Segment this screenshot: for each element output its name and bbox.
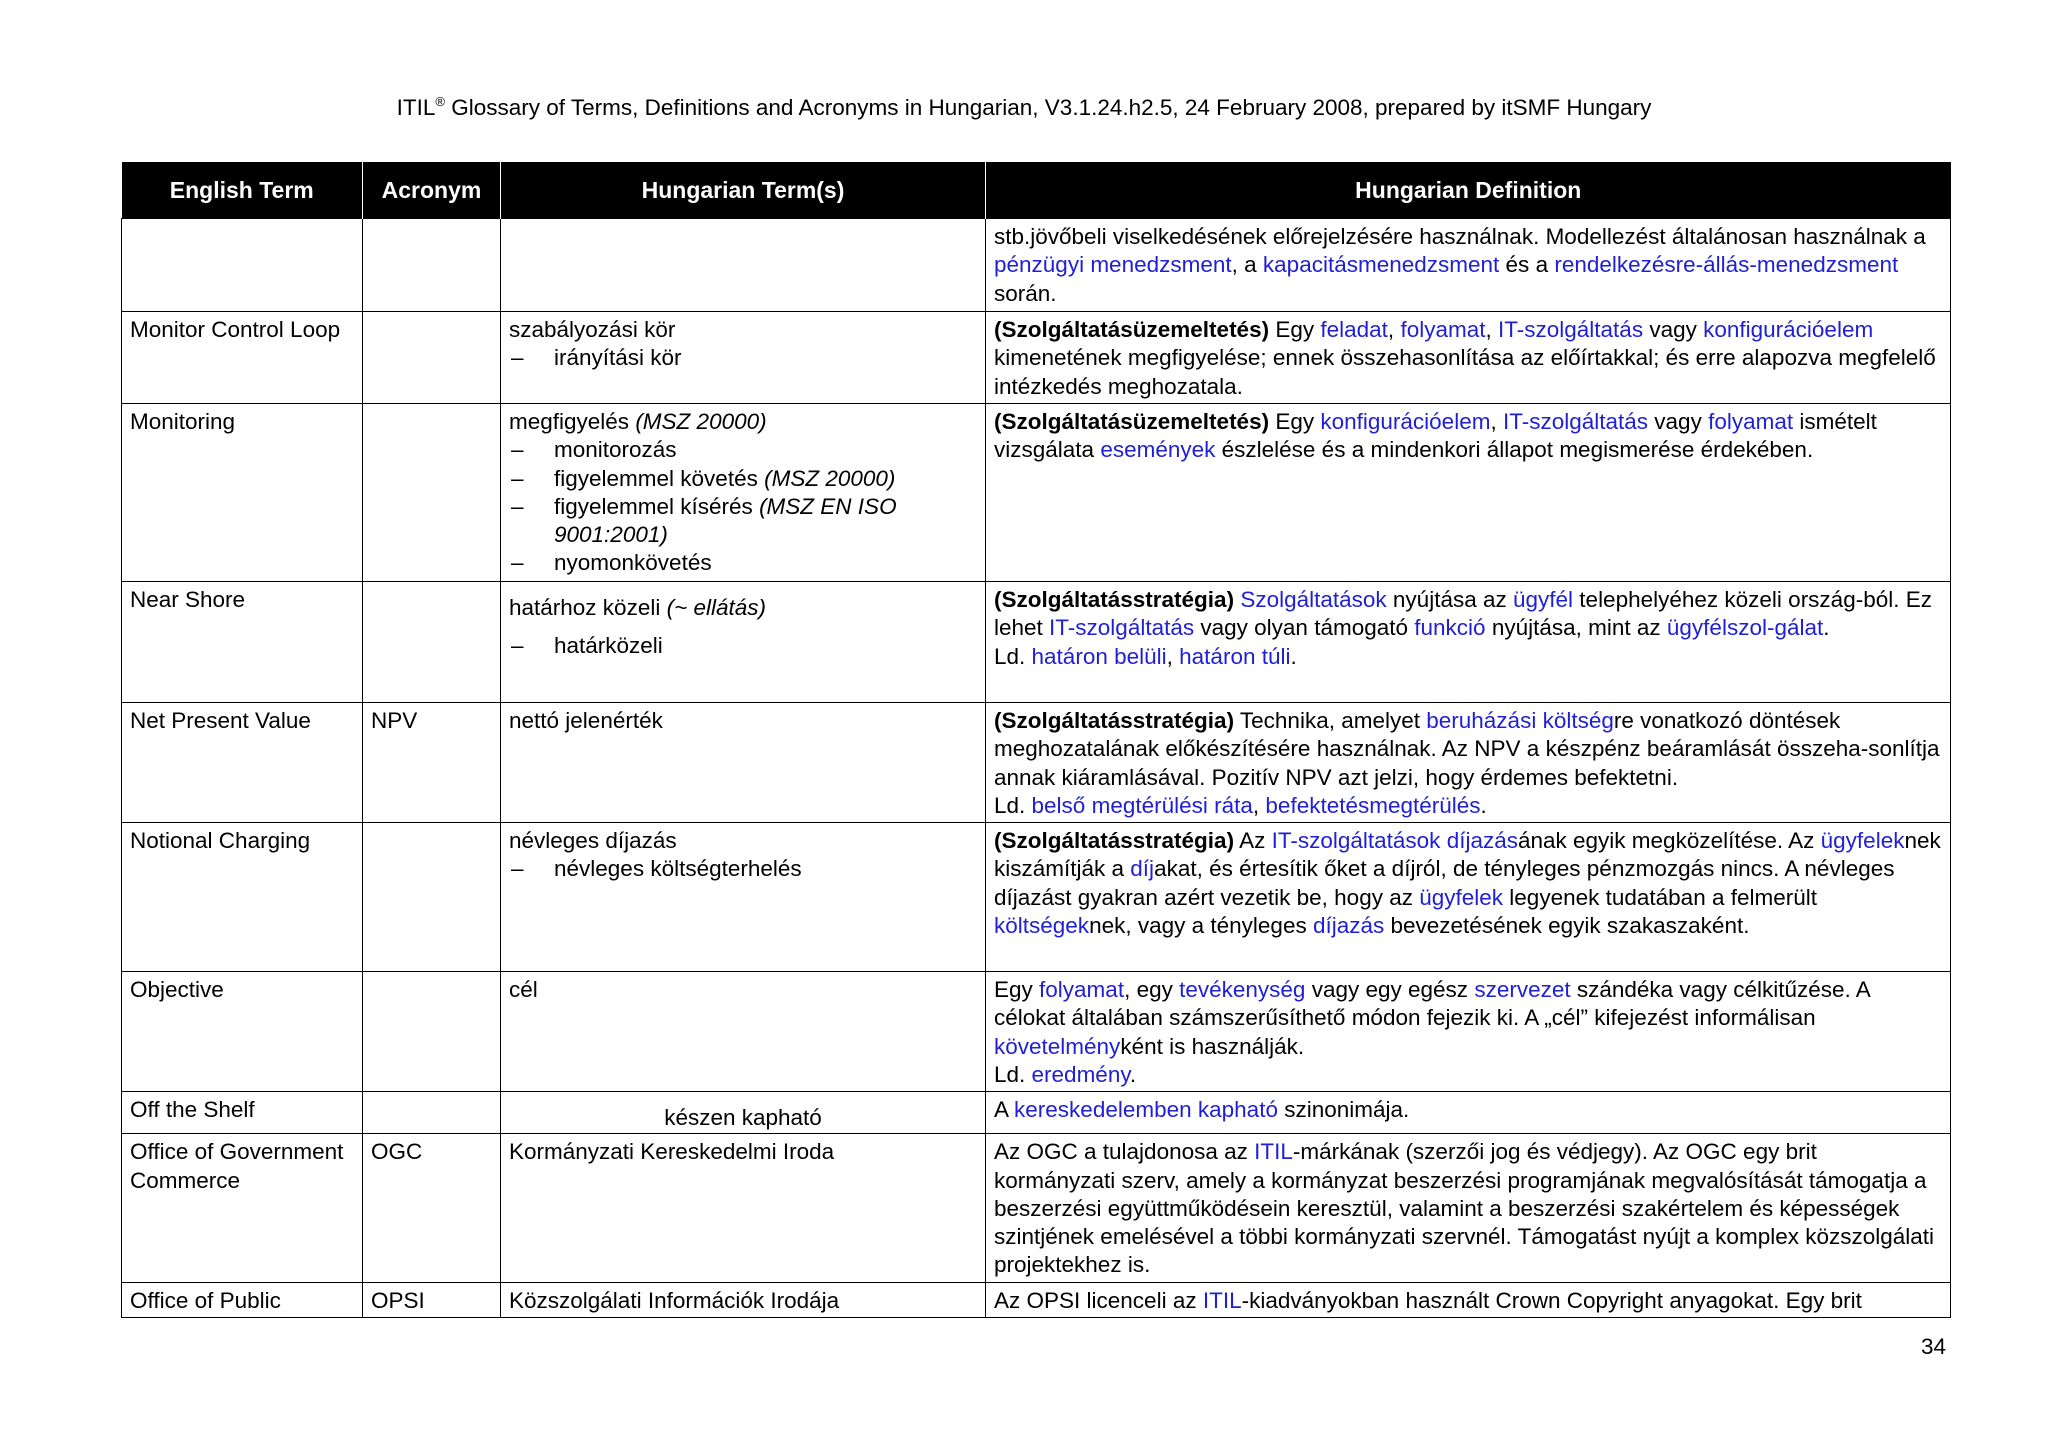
definition-cell: Az OPSI licenceli az ITIL-kiadványokban használt Crown Copyright anyagokat. Egy brit: [986, 1283, 1951, 1318]
glossary-link[interactable]: pénzügyi menedzsment: [994, 252, 1232, 278]
table-row: [122, 219, 1951, 312]
definition-cell: Az OGC a tulajdonosa az ITIL-márkának (szerzői jog és védjegy). Az OGC egy brit kormányzati szerv, amely a kormányzat beszerzési programjának megvalósítását támogatja a beszerzési együttműködésein keresztül, valamint a beszerzési szakértelem és képességek szintjének emelésével a többi kormányzati szervnél. Támogatást nyújt a komplex közszolgálati projektekhez is.: [986, 1134, 1951, 1283]
hungarian-terms-cell: szabályozási kör – irányítási kör: [501, 312, 986, 404]
list-item: – határközeli: [509, 632, 977, 660]
glossary-link[interactable]: folyamat: [1039, 977, 1125, 1002]
list-item: – figyelemmel követés (MSZ 20000): [509, 465, 977, 493]
table-row: [122, 703, 1951, 823]
glossary-link[interactable]: IT-szolgáltatás: [1502, 409, 1649, 434]
list-item: – monitorozás: [509, 436, 977, 464]
table-row: [122, 972, 1951, 1092]
definition-cell: (Szolgáltatásstratégia) Technika, amelyet beruházási költségre vonatkozó döntések meghozatalának előkészítésére használnak. Az NPV a készpénz beáramlását összeha-sonlítja annak kiáramlásával. Pozitív NPV azt jelzi, hogy érdemes befektetni. Ld. belső megtérülési ráta, befektetésmegtérülés.: [986, 703, 1951, 823]
acronym-cell: [363, 404, 501, 582]
category-tag: (Szolgáltatásstratégia): [994, 587, 1235, 612]
col-english-term: English Term: [122, 162, 363, 219]
hungarian-terms-cell: megfigyelés (MSZ 20000) – monitorozás – figyelemmel követés (MSZ 20000) – figyelemmel kísérés (MSZ EN ISO 9001:2001) – nyomonkövetés: [501, 404, 986, 582]
english-term-cell: Office of Public: [122, 1283, 363, 1318]
list-item: – figyelemmel kísérés (MSZ EN ISO 9001:2001): [509, 493, 977, 550]
glossary-link[interactable]: ügyfél: [1513, 587, 1574, 612]
glossary-link[interactable]: szervezet: [1474, 977, 1571, 1002]
glossary-link[interactable]: Szolgáltatások: [1240, 587, 1387, 612]
glossary-link[interactable]: díjazás: [1312, 912, 1385, 938]
table-row: [122, 582, 1951, 703]
see-also-link[interactable]: határon túli: [1179, 643, 1291, 669]
english-term-cell: Monitoring: [122, 404, 363, 582]
acronym-cell: OGC: [363, 1134, 501, 1283]
glossary-link[interactable]: kereskedelemben kapható: [1014, 1097, 1278, 1122]
see-also-link[interactable]: határon belüli: [1031, 643, 1167, 669]
glossary-link[interactable]: ITIL: [1202, 1288, 1242, 1314]
category-tag: (Szolgáltatásüzemeltetés): [994, 409, 1270, 434]
category-tag: (Szolgáltatásstratégia): [994, 828, 1235, 853]
term-variant-list: [509, 436, 977, 577]
glossary-link[interactable]: IT-szolgáltatás: [1049, 615, 1195, 641]
glossary-link[interactable]: ügyfelek: [1820, 828, 1905, 853]
acronym-cell: [363, 582, 501, 703]
english-term-cell: Off the Shelf: [122, 1092, 363, 1134]
table-row: [122, 404, 1951, 582]
acronym-cell: OPSI: [363, 1283, 501, 1318]
english-term-cell: [122, 219, 363, 312]
acronym-cell: [363, 972, 501, 1092]
definition-cell: (Szolgáltatásüzemeltetés) Egy feladat, folyamat, IT-szolgáltatás vagy konfigurációelem kimenetének megfigyelése; ennek összehasonlítása az előírtakkal; és erre alapozva megfelelő intézkedés meghozatala.: [986, 312, 1951, 404]
list-item: – nyomonkövetés: [509, 549, 977, 577]
term-variant-list: [509, 855, 977, 883]
glossary-link[interactable]: költségek: [994, 912, 1090, 938]
glossary-link[interactable]: ügyfelek: [1419, 884, 1504, 910]
glossary-link[interactable]: konfigurációelem: [1320, 409, 1491, 434]
table-row: [122, 312, 1951, 404]
glossary-link[interactable]: konfigurációelem: [1703, 317, 1874, 342]
english-term-cell: Net Present Value: [122, 703, 363, 823]
col-hungarian-definition: Hungarian Definition: [986, 162, 1951, 219]
list-item: – névleges költségterhelés: [509, 855, 977, 883]
registered-mark: ®: [435, 94, 445, 109]
hungarian-terms-cell: határhoz közeli (~ ellátás) – határközeli: [501, 582, 986, 703]
glossary-link[interactable]: díj: [1130, 856, 1155, 882]
acronym-cell: NPV: [363, 703, 501, 823]
page-number: 34: [1920, 1334, 1946, 1359]
glossary-link[interactable]: ügyfélszol-gálat: [1666, 615, 1824, 641]
see-also-link[interactable]: belső megtérülési ráta: [1031, 792, 1253, 818]
table-row: [122, 1092, 1951, 1134]
acronym-cell: [363, 312, 501, 404]
glossary-link[interactable]: beruházási költség: [1426, 708, 1614, 733]
glossary-link[interactable]: rendelkezésre-állás-menedzsment: [1554, 252, 1899, 278]
hungarian-terms-cell: [501, 219, 986, 312]
glossary-link[interactable]: IT-szolgáltatás: [1498, 317, 1644, 342]
english-term-cell: Near Shore: [122, 582, 363, 703]
hungarian-terms-cell: Közszolgálati Információk Irodája: [501, 1283, 986, 1318]
acronym-cell: [363, 823, 501, 972]
hungarian-terms-cell: cél: [501, 972, 986, 1092]
hungarian-terms-cell: készen kapható: [501, 1092, 986, 1134]
glossary-link[interactable]: IT-szolgáltatások: [1271, 828, 1441, 853]
list-item: – irányítási kör: [509, 344, 977, 372]
glossary-link[interactable]: funkció: [1414, 615, 1486, 641]
table-row: [122, 1283, 1951, 1318]
english-term-cell: Monitor Control Loop: [122, 312, 363, 404]
table-header-row: [122, 162, 1951, 219]
english-term-cell: Office of Government Commerce: [122, 1134, 363, 1283]
term-variant-list: [509, 632, 977, 660]
acronym-cell: [363, 1092, 501, 1134]
english-term-cell: Notional Charging: [122, 823, 363, 972]
table-row: [122, 1134, 1951, 1283]
page-header: ITIL® Glossary of Terms, Definitions and Acronyms in Hungarian, V3.1.24.h2.5, 24 February 2008, prepared by itSMF Hungary: [396, 94, 1652, 120]
see-also-link[interactable]: eredmény: [1031, 1061, 1130, 1087]
definition-cell: (Szolgáltatásstratégia) Szolgáltatások nyújtása az ügyfél telephelyéhez közeli ország-ból. Ez lehet IT-szolgáltatás vagy olyan támogató funkció nyújtása, mint az ügyfélszol-gálat. Ld. határon belüli, határon túli.: [986, 582, 1951, 703]
term-variant-list: [509, 344, 977, 372]
glossary-link[interactable]: követelmény: [994, 1033, 1121, 1059]
glossary-table: [121, 162, 1951, 1318]
glossary-link[interactable]: folyamat: [1400, 317, 1486, 342]
glossary-link[interactable]: ITIL: [1254, 1139, 1293, 1165]
see-also-link[interactable]: befektetésmegtérülés: [1265, 792, 1481, 818]
hungarian-terms-cell: névleges díjazás – névleges költségterhelés: [501, 823, 986, 972]
glossary-link[interactable]: tevékenység: [1179, 977, 1306, 1002]
english-term-cell: Objective: [122, 972, 363, 1092]
definition-cell: A kereskedelemben kapható szinonimája.: [986, 1092, 1951, 1134]
table-row: [122, 823, 1951, 972]
col-hungarian-terms: Hungarian Term(s): [501, 162, 986, 219]
definition-cell: (Szolgáltatásüzemeltetés) Egy konfigurációelem, IT-szolgáltatás vagy folyamat ismételt vizsgálata események észlelése és a mindenkori állapot megismerése érdekében.: [986, 404, 1951, 582]
glossary-link[interactable]: kapacitásmenedzsment: [1262, 252, 1500, 278]
col-acronym: Acronym: [363, 162, 501, 219]
glossary-link[interactable]: események: [1100, 437, 1216, 463]
glossary-link[interactable]: feladat: [1320, 317, 1388, 342]
acronym-cell: [363, 219, 501, 312]
category-tag: (Szolgáltatásüzemeltetés): [994, 317, 1270, 342]
glossary-link[interactable]: folyamat: [1708, 409, 1794, 434]
glossary-link[interactable]: díjazás: [1446, 828, 1518, 853]
definition-cell: Egy folyamat, egy tevékenység vagy egy egész szervezet szándéka vagy célkitűzése. A célokat általában számszerűsíthető módon fejezik ki. A „cél” kifejezést informálisan követelményként is használják. Ld. eredmény.: [986, 972, 1951, 1092]
definition-cell: (Szolgáltatásstratégia) Az IT-szolgáltatások díjazásának egyik megközelítése. Az ügyfeleknek kiszámítják a díjakat, és értesítik őket a díjról, de tényleges pénzmozgás nincs. A névleges díjazást gyakran azért vezetik be, hogy az ügyfelek legyenek tudatában a felmerült költségeknek, vagy a tényleges díjazás bevezetésének egyik szakaszaként.: [986, 823, 1951, 972]
category-tag: (Szolgáltatásstratégia): [994, 708, 1235, 733]
definition-cell: stb.jövőbeli viselkedésének előrejelzésére használnak. Modellezést általánosan használnak a pénzügyi menedzsment, a kapacitásmenedzsment és a rendelkezésre-állás-menedzsment során.: [986, 219, 1951, 312]
hungarian-terms-cell: Kormányzati Kereskedelmi Iroda: [501, 1134, 986, 1283]
hungarian-terms-cell: nettó jelenérték: [501, 703, 986, 823]
